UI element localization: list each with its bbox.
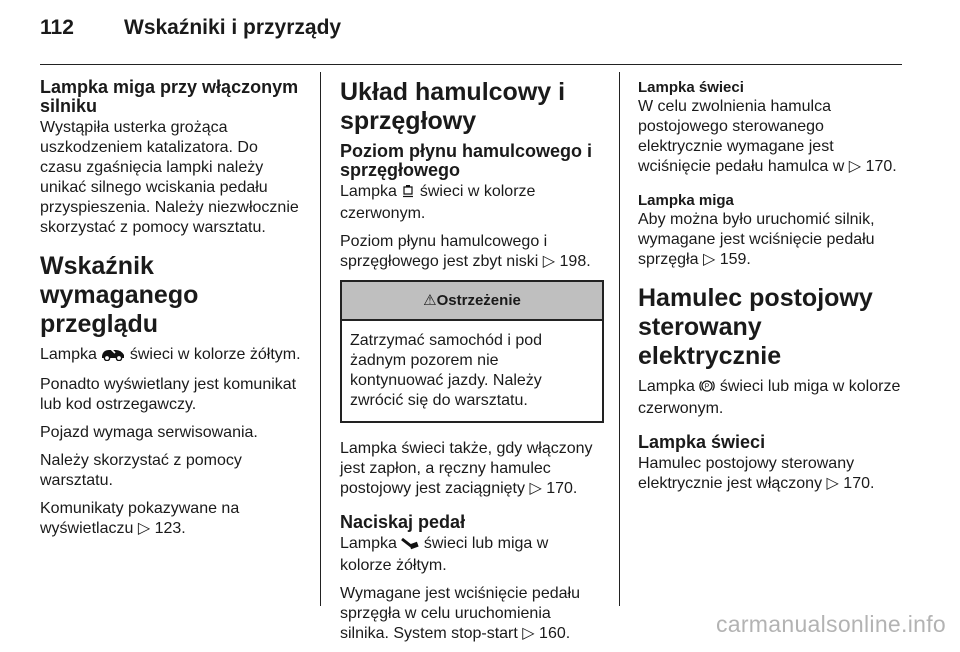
text: Lampka (638, 378, 695, 395)
page-reference-icon: ▷ (529, 480, 542, 497)
warning-icon: ⚠ (423, 292, 437, 309)
warning-header (342, 282, 602, 321)
page-reference: 198. (559, 253, 591, 270)
page-number: 112 (40, 16, 74, 39)
section-heading-parking-brake: Hamulec postojowy sterowany elektrycznie (638, 284, 873, 370)
text: Hamulec postojowy sterowany elektrycznie jest włączony (638, 455, 855, 492)
section-heading-fluid-level: Poziom płynu hamulcowego i sprzęgłowego (340, 141, 593, 180)
column-1 (40, 78, 302, 547)
paragraph (40, 499, 302, 539)
paragraph (340, 584, 604, 644)
paragraph (638, 454, 906, 494)
header-rule (40, 64, 902, 65)
warning-body: Zatrzymać samochód i pod żadnym pozorem nie kontynuować jazdy. Należy zwrócić się do warsztatu. (350, 332, 543, 409)
page-reference-icon: ▷ (848, 158, 862, 175)
page-reference-icon: ▷ (522, 625, 535, 642)
text: Lampka (340, 183, 397, 200)
page-reference: 123. (154, 520, 186, 537)
warning-title: Ostrzeżenie (436, 292, 521, 309)
subheading-lamp-flashing: Lampka miga (638, 192, 734, 209)
service-wrench-icon (101, 347, 125, 367)
text: Wymagane jest wciśnięcie pedału sprzęgła w celu uruchomienia silnika. System stop-start (340, 585, 580, 642)
page-reference-icon: ▷ (702, 251, 716, 268)
page-reference: 159. (719, 251, 751, 268)
paragraph (340, 439, 604, 499)
page-reference-icon: ▷ (137, 520, 151, 537)
text: Lampka świeci także, gdy włączony jest zapłon, a ręczny hamulec postojowy jest zaciągnięty (340, 440, 593, 497)
paragraph (40, 345, 302, 367)
section-heading-press-pedal: Naciskaj pedał (340, 512, 466, 532)
subheading-lamp-lit: Lampka świeci (638, 79, 744, 96)
brake-fluid-icon (401, 184, 415, 204)
section-heading-brake-system: Układ hamulcowy i sprzęgłowy (340, 78, 566, 135)
watermark: carmanualsonline.info (715, 611, 946, 637)
clutch-pedal-icon (401, 536, 419, 556)
text: świeci w kolorze żółtym. (129, 346, 301, 363)
section-heading-engine-lamp: Lampka miga przy włączonym silniku (40, 77, 299, 116)
section-heading-service: Wskaźnik wymaganego przeglądu (40, 252, 199, 338)
page-reference: 170. (546, 480, 578, 497)
paragraph (340, 232, 604, 272)
text: Lampka (40, 346, 97, 363)
svg-text:P: P (705, 383, 710, 391)
paragraph (638, 210, 906, 270)
warning-box (340, 280, 604, 423)
page-reference-icon: ▷ (542, 253, 556, 270)
paragraph: Wystąpiła usterka grożąca uszkodzeniem katalizatora. Do czasu zgaśnięcia lampki należy unikać silnego wciskania pedału przyspieszenia. Należy niezwłocznie skorzystać z pomocy warsztatu. (40, 119, 299, 236)
page-reference: 170. (865, 158, 897, 175)
column-2 (340, 78, 604, 652)
paragraph: Ponadto wyświetlany jest komunikat lub kod ostrzegawczy. (40, 376, 297, 413)
text: Poziom płynu hamulcowego i sprzęgłowego jest zbyt niski (340, 233, 548, 270)
parking-brake-icon (699, 379, 715, 399)
page-reference: 170. (843, 475, 875, 492)
paragraph: Należy skorzystać z pomocy warsztatu. (40, 452, 242, 489)
column-divider-1 (320, 72, 321, 606)
text: Komunikaty pokazywane na wyświetlaczu (40, 500, 240, 537)
paragraph (638, 97, 906, 177)
page-header (40, 16, 341, 40)
page-title: Wskaźniki i przyrządy (124, 16, 342, 39)
text: W celu zwolnienia hamulca postojowego sterowanego elektrycznie wymagane jest wciśnięcie pedału hamulca w (638, 98, 845, 175)
paragraph (340, 182, 604, 224)
text: świeci w kolorze czerwonym. (340, 183, 536, 222)
text: Lampka (340, 535, 397, 552)
text: świeci lub miga w kolorze czerwonym. (638, 378, 901, 417)
column-3 (638, 78, 906, 502)
column-divider-2 (619, 72, 620, 606)
text: Aby można było uruchomić silnik, wymagane jest wciśnięcie pedału sprzęgła (638, 211, 875, 268)
paragraph: Pojazd wymaga serwisowania. (40, 424, 258, 441)
page-reference-icon: ▷ (826, 475, 839, 492)
page-reference: 160. (539, 625, 571, 642)
section-heading-lamp-lit: Lampka świeci (638, 432, 766, 452)
paragraph (638, 377, 906, 419)
paragraph (340, 534, 604, 576)
text: świeci lub miga w kolorze żółtym. (340, 535, 549, 574)
